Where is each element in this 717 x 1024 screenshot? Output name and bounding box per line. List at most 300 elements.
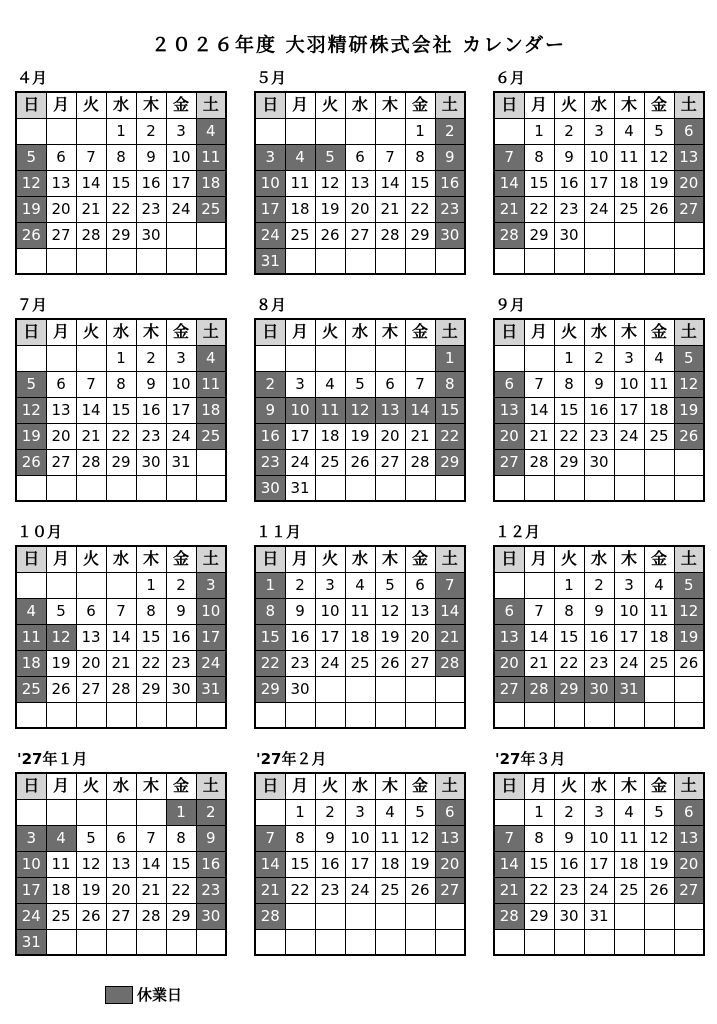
day-cell: 6	[76, 598, 106, 624]
day-cell: 16	[435, 170, 465, 196]
day-cell: 20	[375, 423, 405, 449]
day-cell: 9	[315, 825, 345, 851]
weekday-header: 日	[16, 319, 46, 345]
day-cell: 23	[554, 877, 584, 903]
month-table	[493, 91, 705, 275]
empty-cell	[554, 475, 584, 501]
weekday-header: 火	[76, 546, 106, 572]
weekday-header: 月	[285, 546, 315, 572]
weekday-header: 日	[16, 773, 46, 799]
weekday-header: 日	[255, 546, 285, 572]
day-cell: 25	[375, 877, 405, 903]
empty-cell	[46, 118, 76, 144]
day-cell: 20	[674, 851, 704, 877]
empty-cell	[106, 929, 136, 955]
day-cell: 18	[46, 877, 76, 903]
day-cell: 7	[405, 371, 435, 397]
day-cell: 3	[614, 572, 644, 598]
empty-cell	[166, 222, 196, 248]
day-cell: 8	[285, 825, 315, 851]
day-cell: 13	[106, 851, 136, 877]
day-cell: 3	[166, 345, 196, 371]
day-cell: 25	[644, 423, 674, 449]
empty-cell	[524, 929, 554, 955]
day-cell: 24	[285, 449, 315, 475]
empty-cell	[285, 929, 315, 955]
day-cell: 25	[644, 650, 674, 676]
empty-cell	[345, 118, 375, 144]
day-cell: 5	[16, 371, 46, 397]
empty-cell	[375, 676, 405, 702]
day-cell: 31	[16, 929, 46, 955]
empty-cell	[196, 702, 226, 728]
day-cell: 4	[315, 371, 345, 397]
day-cell: 21	[76, 423, 106, 449]
empty-cell	[196, 222, 226, 248]
day-cell: 14	[494, 170, 524, 196]
day-cell: 26	[16, 222, 46, 248]
weekday-header: 火	[76, 319, 106, 345]
empty-cell	[315, 248, 345, 274]
day-cell: 27	[494, 449, 524, 475]
empty-cell	[106, 702, 136, 728]
day-cell: 21	[106, 650, 136, 676]
day-cell: 16	[136, 397, 166, 423]
empty-cell	[315, 702, 345, 728]
day-cell: 2	[285, 572, 315, 598]
month-calendar	[15, 750, 225, 956]
day-cell: 24	[614, 423, 644, 449]
month-label: ９月	[495, 296, 526, 314]
day-cell: 6	[375, 371, 405, 397]
empty-cell	[136, 248, 166, 274]
day-cell: 23	[166, 650, 196, 676]
weekday-header: 土	[196, 773, 226, 799]
empty-cell	[405, 345, 435, 371]
day-cell: 7	[255, 825, 285, 851]
day-cell: 12	[16, 397, 46, 423]
empty-cell	[584, 929, 614, 955]
day-cell: 27	[46, 449, 76, 475]
day-cell: 17	[285, 423, 315, 449]
weekday-header: 木	[614, 92, 644, 118]
day-cell: 21	[524, 423, 554, 449]
day-cell: 4	[46, 825, 76, 851]
empty-cell	[524, 702, 554, 728]
month-label: １２月	[495, 523, 541, 541]
empty-cell	[76, 702, 106, 728]
weekday-header: 水	[345, 546, 375, 572]
day-cell: 12	[674, 598, 704, 624]
day-cell: 3	[584, 799, 614, 825]
empty-cell	[375, 929, 405, 955]
empty-cell	[674, 449, 704, 475]
weekday-header: 日	[494, 92, 524, 118]
empty-cell	[315, 903, 345, 929]
weekday-header: 日	[494, 773, 524, 799]
day-cell: 25	[46, 903, 76, 929]
day-cell: 9	[584, 371, 614, 397]
empty-cell	[494, 702, 524, 728]
weekday-header: 木	[375, 546, 405, 572]
empty-cell	[614, 903, 644, 929]
empty-cell	[524, 475, 554, 501]
empty-cell	[315, 929, 345, 955]
day-cell: 27	[375, 449, 405, 475]
day-cell: 13	[46, 397, 76, 423]
day-cell: 1	[554, 345, 584, 371]
day-cell: 20	[494, 650, 524, 676]
month-table	[15, 318, 227, 502]
day-cell: 5	[345, 371, 375, 397]
day-cell: 12	[345, 397, 375, 423]
day-cell: 1	[285, 799, 315, 825]
day-cell: 12	[76, 851, 106, 877]
day-cell: 9	[196, 825, 226, 851]
day-cell: 30	[196, 903, 226, 929]
day-cell: 27	[46, 222, 76, 248]
day-cell: 3	[345, 799, 375, 825]
day-cell: 27	[435, 877, 465, 903]
day-cell: 29	[435, 449, 465, 475]
empty-cell	[345, 676, 375, 702]
empty-cell	[614, 475, 644, 501]
weekday-header: 水	[345, 773, 375, 799]
day-cell: 14	[136, 851, 166, 877]
day-cell: 7	[76, 144, 106, 170]
day-cell: 26	[76, 903, 106, 929]
day-cell: 12	[16, 170, 46, 196]
day-cell: 1	[106, 345, 136, 371]
empty-cell	[16, 248, 46, 274]
day-cell: 28	[375, 222, 405, 248]
day-cell: 19	[46, 650, 76, 676]
day-cell: 27	[494, 676, 524, 702]
day-cell: 15	[554, 624, 584, 650]
day-cell: 1	[405, 118, 435, 144]
day-cell: 23	[315, 877, 345, 903]
empty-cell	[315, 345, 345, 371]
day-cell: 14	[375, 170, 405, 196]
legend-label: 休業日	[137, 986, 183, 1004]
month-label: ６月	[495, 69, 526, 87]
day-cell: 23	[136, 423, 166, 449]
day-cell: 13	[494, 397, 524, 423]
day-cell: 20	[76, 650, 106, 676]
month-table	[493, 772, 705, 956]
weekday-header: 木	[375, 319, 405, 345]
weekday-header: 火	[315, 546, 345, 572]
empty-cell	[196, 929, 226, 955]
day-cell: 31	[285, 475, 315, 501]
day-cell: 13	[375, 397, 405, 423]
empty-cell	[584, 475, 614, 501]
day-cell: 22	[435, 423, 465, 449]
empty-cell	[166, 248, 196, 274]
empty-cell	[16, 118, 46, 144]
day-cell: 1	[554, 572, 584, 598]
empty-cell	[136, 702, 166, 728]
weekday-header: 月	[524, 92, 554, 118]
day-cell: 14	[524, 624, 554, 650]
day-cell: 9	[166, 598, 196, 624]
weekday-header: 火	[315, 319, 345, 345]
day-cell: 13	[345, 170, 375, 196]
empty-cell	[375, 345, 405, 371]
day-cell: 17	[584, 851, 614, 877]
day-cell: 17	[255, 196, 285, 222]
empty-cell	[674, 702, 704, 728]
empty-cell	[16, 572, 46, 598]
day-cell: 26	[345, 449, 375, 475]
month-table	[493, 545, 705, 729]
empty-cell	[166, 929, 196, 955]
day-cell: 7	[106, 598, 136, 624]
day-cell: 25	[196, 423, 226, 449]
day-cell: 28	[255, 903, 285, 929]
weekday-header: 水	[584, 773, 614, 799]
day-cell: 12	[315, 170, 345, 196]
day-cell: 10	[584, 825, 614, 851]
day-cell: 26	[644, 877, 674, 903]
day-cell: 8	[136, 598, 166, 624]
day-cell: 9	[584, 598, 614, 624]
day-cell: 25	[315, 449, 345, 475]
weekday-header: 金	[405, 319, 435, 345]
day-cell: 29	[136, 676, 166, 702]
weekday-header: 木	[136, 92, 166, 118]
weekday-header: 月	[524, 319, 554, 345]
day-cell: 19	[375, 624, 405, 650]
day-cell: 29	[255, 676, 285, 702]
day-cell: 27	[106, 903, 136, 929]
empty-cell	[136, 475, 166, 501]
day-cell: 1	[524, 799, 554, 825]
day-cell: 26	[315, 222, 345, 248]
day-cell: 26	[405, 877, 435, 903]
day-cell: 28	[405, 449, 435, 475]
day-cell: 16	[285, 624, 315, 650]
weekday-header: 土	[435, 546, 465, 572]
day-cell: 2	[315, 799, 345, 825]
empty-cell	[46, 572, 76, 598]
empty-cell	[345, 903, 375, 929]
day-cell: 8	[166, 825, 196, 851]
day-cell: 25	[614, 877, 644, 903]
weekday-header: 土	[674, 773, 704, 799]
day-cell: 18	[196, 170, 226, 196]
day-cell: 3	[584, 118, 614, 144]
day-cell: 18	[614, 851, 644, 877]
day-cell: 5	[16, 144, 46, 170]
day-cell: 18	[375, 851, 405, 877]
day-cell: 28	[435, 650, 465, 676]
empty-cell	[494, 929, 524, 955]
day-cell: 29	[106, 449, 136, 475]
month-table	[15, 772, 227, 956]
weekday-header: 火	[554, 773, 584, 799]
day-cell: 29	[524, 222, 554, 248]
day-cell: 20	[46, 196, 76, 222]
day-cell: 28	[494, 222, 524, 248]
day-cell: 13	[494, 624, 524, 650]
day-cell: 2	[196, 799, 226, 825]
day-cell: 11	[375, 825, 405, 851]
empty-cell	[584, 248, 614, 274]
day-cell: 12	[405, 825, 435, 851]
weekday-header: 金	[166, 319, 196, 345]
empty-cell	[524, 345, 554, 371]
day-cell: 18	[644, 624, 674, 650]
day-cell: 27	[76, 676, 106, 702]
empty-cell	[375, 475, 405, 501]
weekday-header: 土	[435, 773, 465, 799]
weekday-header: 土	[674, 546, 704, 572]
weekday-header: 木	[375, 92, 405, 118]
day-cell: 30	[584, 449, 614, 475]
month-table	[254, 772, 466, 956]
day-cell: 23	[136, 196, 166, 222]
month-calendar	[15, 296, 225, 502]
day-cell: 6	[405, 572, 435, 598]
day-cell: 28	[524, 449, 554, 475]
day-cell: 7	[76, 371, 106, 397]
day-cell: 23	[285, 650, 315, 676]
day-cell: 31	[255, 248, 285, 274]
day-cell: 27	[405, 650, 435, 676]
empty-cell	[46, 702, 76, 728]
day-cell: 11	[196, 144, 226, 170]
day-cell: 14	[106, 624, 136, 650]
empty-cell	[554, 929, 584, 955]
day-cell: 1	[136, 572, 166, 598]
empty-cell	[644, 929, 674, 955]
day-cell: 15	[136, 624, 166, 650]
day-cell: 1	[106, 118, 136, 144]
day-cell: 4	[196, 118, 226, 144]
empty-cell	[76, 345, 106, 371]
empty-cell	[494, 475, 524, 501]
day-cell: 24	[255, 222, 285, 248]
empty-cell	[46, 929, 76, 955]
day-cell: 5	[644, 799, 674, 825]
day-cell: 16	[196, 851, 226, 877]
day-cell: 21	[524, 650, 554, 676]
day-cell: 9	[435, 144, 465, 170]
day-cell: 22	[136, 650, 166, 676]
day-cell: 8	[106, 144, 136, 170]
empty-cell	[674, 475, 704, 501]
day-cell: 21	[435, 624, 465, 650]
day-cell: 1	[524, 118, 554, 144]
day-cell: 30	[435, 222, 465, 248]
day-cell: 5	[674, 345, 704, 371]
day-cell: 3	[166, 118, 196, 144]
day-cell: 14	[76, 170, 106, 196]
day-cell: 17	[614, 624, 644, 650]
empty-cell	[674, 222, 704, 248]
empty-cell	[435, 248, 465, 274]
day-cell: 19	[644, 851, 674, 877]
day-cell: 20	[494, 423, 524, 449]
day-cell: 14	[255, 851, 285, 877]
day-cell: 7	[494, 144, 524, 170]
month-calendar	[254, 750, 464, 956]
empty-cell	[644, 702, 674, 728]
empty-cell	[554, 702, 584, 728]
day-cell: 27	[674, 196, 704, 222]
weekday-header: 月	[524, 773, 554, 799]
day-cell: 31	[614, 676, 644, 702]
empty-cell	[584, 222, 614, 248]
month-label: １１月	[256, 523, 302, 541]
month-calendar	[254, 296, 464, 502]
weekday-header: 月	[285, 92, 315, 118]
day-cell: 19	[644, 170, 674, 196]
empty-cell	[16, 475, 46, 501]
weekday-header: 土	[674, 92, 704, 118]
day-cell: 15	[106, 397, 136, 423]
weekday-header: 木	[136, 773, 166, 799]
empty-cell	[76, 799, 106, 825]
weekday-header: 日	[255, 92, 285, 118]
day-cell: 10	[255, 170, 285, 196]
day-cell: 21	[255, 877, 285, 903]
empty-cell	[46, 345, 76, 371]
month-label: １０月	[17, 523, 63, 541]
day-cell: 11	[46, 851, 76, 877]
empty-cell	[136, 929, 166, 955]
day-cell: 2	[435, 118, 465, 144]
month-calendar	[254, 523, 464, 729]
day-cell: 4	[16, 598, 46, 624]
day-cell: 6	[46, 371, 76, 397]
empty-cell	[315, 475, 345, 501]
day-cell: 17	[166, 397, 196, 423]
weekday-header: 金	[166, 92, 196, 118]
empty-cell	[554, 248, 584, 274]
day-cell: 9	[136, 144, 166, 170]
day-cell: 15	[405, 170, 435, 196]
day-cell: 16	[315, 851, 345, 877]
day-cell: 24	[614, 650, 644, 676]
weekday-header: 金	[644, 319, 674, 345]
day-cell: 31	[166, 449, 196, 475]
day-cell: 24	[196, 650, 226, 676]
empty-cell	[255, 799, 285, 825]
weekday-header: 土	[196, 319, 226, 345]
day-cell: 23	[584, 423, 614, 449]
empty-cell	[494, 118, 524, 144]
day-cell: 17	[16, 877, 46, 903]
day-cell: 9	[255, 397, 285, 423]
empty-cell	[106, 799, 136, 825]
day-cell: 15	[255, 624, 285, 650]
day-cell: 29	[554, 449, 584, 475]
day-cell: 22	[106, 196, 136, 222]
empty-cell	[494, 572, 524, 598]
empty-cell	[375, 118, 405, 144]
weekday-header: 金	[644, 92, 674, 118]
day-cell: 2	[255, 371, 285, 397]
empty-cell	[644, 222, 674, 248]
day-cell: 4	[614, 799, 644, 825]
day-cell: 2	[554, 799, 584, 825]
empty-cell	[345, 345, 375, 371]
empty-cell	[46, 475, 76, 501]
empty-cell	[614, 929, 644, 955]
weekday-header: 水	[106, 773, 136, 799]
